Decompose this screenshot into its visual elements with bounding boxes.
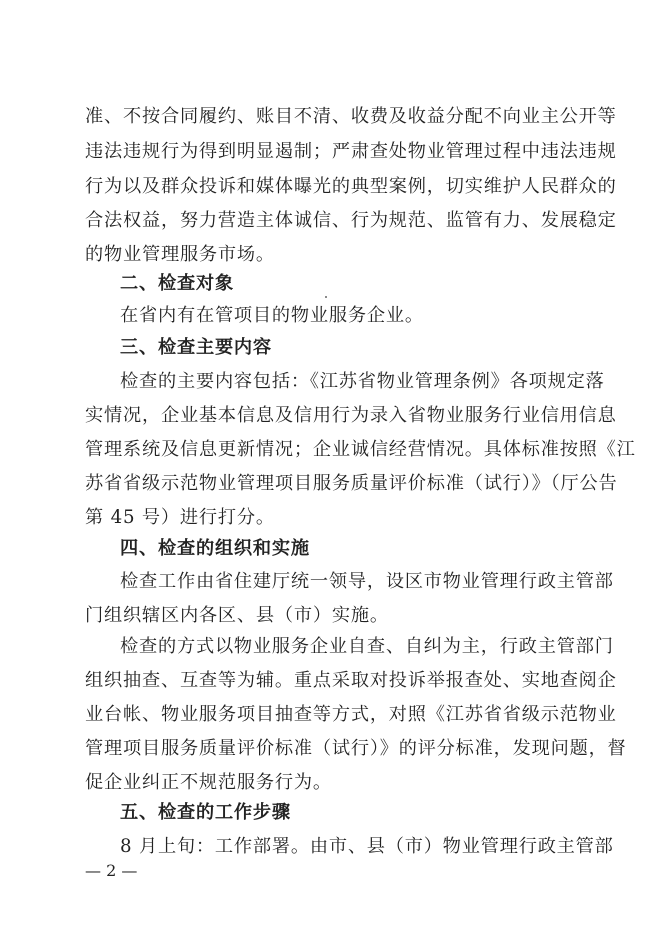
paragraph-line: 检查工作由省住建厅统一领导，设区市物业管理行政主管部: [120, 571, 614, 592]
paragraph-line: 促企业纠正不规范服务行为。: [85, 772, 332, 793]
paragraph-line: 第 45 号）进行打分。: [85, 507, 275, 528]
paragraph-line: 业台帐、物业服务项目抽查等方式，对照《江苏省省级示范物业: [85, 704, 617, 725]
paragraph-line: 管理项目服务质量评价标准（试行）》的评分标准，发现问题，督: [85, 738, 627, 759]
paragraph-line: 合法权益，努力营造主体诚信、行为规范、监管有力、发展稳定: [85, 210, 617, 231]
page-number: — 2 —: [85, 861, 138, 880]
paragraph-line: 行为以及群众投诉和媒体曝光的典型案例，切实维护人民群众的: [85, 176, 617, 197]
section-heading-steps: 五、检查的工作步骤: [120, 802, 291, 823]
section-heading-organization: 四、检查的组织和实施: [120, 538, 310, 559]
paragraph-line: 在省内有在管项目的物业服务企业。: [120, 305, 424, 326]
paragraph-line: 门组织辖区内各区、县（市）实施。: [85, 605, 389, 626]
paragraph-line: 实情况，企业基本信息及信用行为录入省物业服务行业信用信息: [85, 405, 617, 426]
section-heading-objects: 二、检查对象: [120, 273, 234, 294]
paragraph-line: 的物业管理服务市场。: [85, 244, 275, 265]
paragraph-line: 检查的主要内容包括：《江苏省物业管理条例》各项规定落: [120, 371, 605, 392]
scan-speck: [325, 296, 327, 298]
paragraph-line: 苏省省级示范物业管理项目服务质量评价标准（试行）》（厅公告: [85, 473, 618, 494]
paragraph-line: 准、不按合同履约、账目不清、收费及收益分配不向业主公开等: [85, 106, 617, 127]
section-heading-content: 三、检查主要内容: [120, 337, 272, 358]
paragraph-line: 违法违规行为得到明显遏制；严肃查处物业管理过程中违法违规: [85, 141, 617, 162]
paragraph-line: 组织抽查、互查等为辅。重点采取对投诉举报查处、实地查阅企: [85, 670, 617, 691]
paragraph-line: 检查的方式以物业服务企业自查、自纠为主，行政主管部门: [120, 636, 614, 657]
paragraph-line: 8 月上旬：工作部署。由市、县（市）物业管理行政主管部: [120, 836, 614, 857]
paragraph-line: 管理系统及信息更新情况；企业诚信经营情况。具体标准按照《江: [85, 439, 636, 460]
